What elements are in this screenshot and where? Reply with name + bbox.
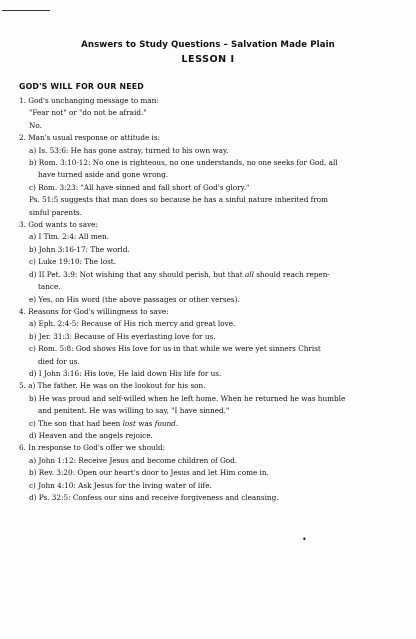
answer-line: a) Is. 53:6: He has gone astray, turned to his own way. xyxy=(29,145,229,155)
answer-line: d) Ps. 32:5: Confess our sins and receive forgiveness and cleansing. xyxy=(29,493,279,502)
answer-line: "Fear not" or "do not be afraid." xyxy=(29,108,147,118)
answer-line: d) II Pet. 3:9: Not wishing that any should perish, but that all should reach repen- xyxy=(29,269,330,279)
question-5: 5. a) The father. He was on the lookout for his son. xyxy=(19,381,206,391)
answers-body xyxy=(19,95,407,504)
answer-line: a) Eph. 2:4-5: Because of His rich mercy and great love. xyxy=(29,319,236,329)
answer-line: c) Luke 19:10: The lost. xyxy=(29,257,117,267)
top-rule-divider xyxy=(2,10,50,11)
document-title: Answers to Study Questions – Salvation Made Plain xyxy=(81,40,335,50)
answer-line: e) Yes, on His word (the above passages or other verses). xyxy=(29,294,240,304)
stray-dot-mark: • xyxy=(302,535,307,544)
answer-line: d) I John 3:16: His love, He laid down His life for us. xyxy=(29,368,222,378)
answer-line: b) Jer. 31:3: Because of His everlasting love for us. xyxy=(29,331,216,341)
question-1: 1. God's unchanging message to man: xyxy=(19,96,159,105)
answer-line: a) I Tim. 2:4: All men. xyxy=(29,232,109,242)
answer-line: d) Heaven and the angels rejoice. xyxy=(29,430,153,440)
answer-line: c) Rom. 5:8: God shows His love for us in that while we were yet sinners Christ xyxy=(29,344,321,354)
answer-line: c) The son that had been lost was found. xyxy=(29,418,179,428)
answer-line: b) Rev. 3:20: Open our heart's door to Jesus and let Him come in. xyxy=(29,468,269,478)
question-4: 4. Reasons for God's willingness to save: xyxy=(19,306,169,316)
answer-line-continued: have turned aside and gone wrong. xyxy=(38,170,169,180)
answer-line: c) Rom. 3:23: "All have sinned and fall short of God's glory." xyxy=(29,182,250,192)
answer-line: b) John 3:16-17: The world. xyxy=(29,244,130,254)
lesson-title: LESSON I xyxy=(181,54,235,65)
answer-line: a) John 1:12: Receive Jesus and become children of God. xyxy=(29,455,238,465)
question-3: 3. God wants to save: xyxy=(19,220,98,230)
question-2: 2. Man's usual response or attitude is: xyxy=(19,133,161,143)
question-6: 6. In response to God's offer we should: xyxy=(19,443,166,453)
section-title: GOD'S WILL FOR OUR NEED xyxy=(19,82,144,91)
answer-line: Ps. 51:5 suggests that man does so because he has a sinful nature inherited from xyxy=(29,195,329,205)
answer-line: No. xyxy=(29,120,42,130)
answer-line-continued: sinful parents. xyxy=(29,207,83,217)
answer-line: c) John 4:10: Ask Jesus for the living water of life. xyxy=(29,480,212,490)
answer-line-continued: tance. xyxy=(38,282,61,292)
answer-line: b) He was proud and self-willed when he left home. When he returned he was humble xyxy=(29,393,346,403)
answer-line-continued: died for us. xyxy=(38,356,80,366)
answer-line-continued: and penitent. He was willing to say, "I have sinned." xyxy=(38,406,230,416)
answer-line: b) Rom. 3:10-12: No one is righteous, no one understands, no one seeks for God, all xyxy=(29,158,338,168)
